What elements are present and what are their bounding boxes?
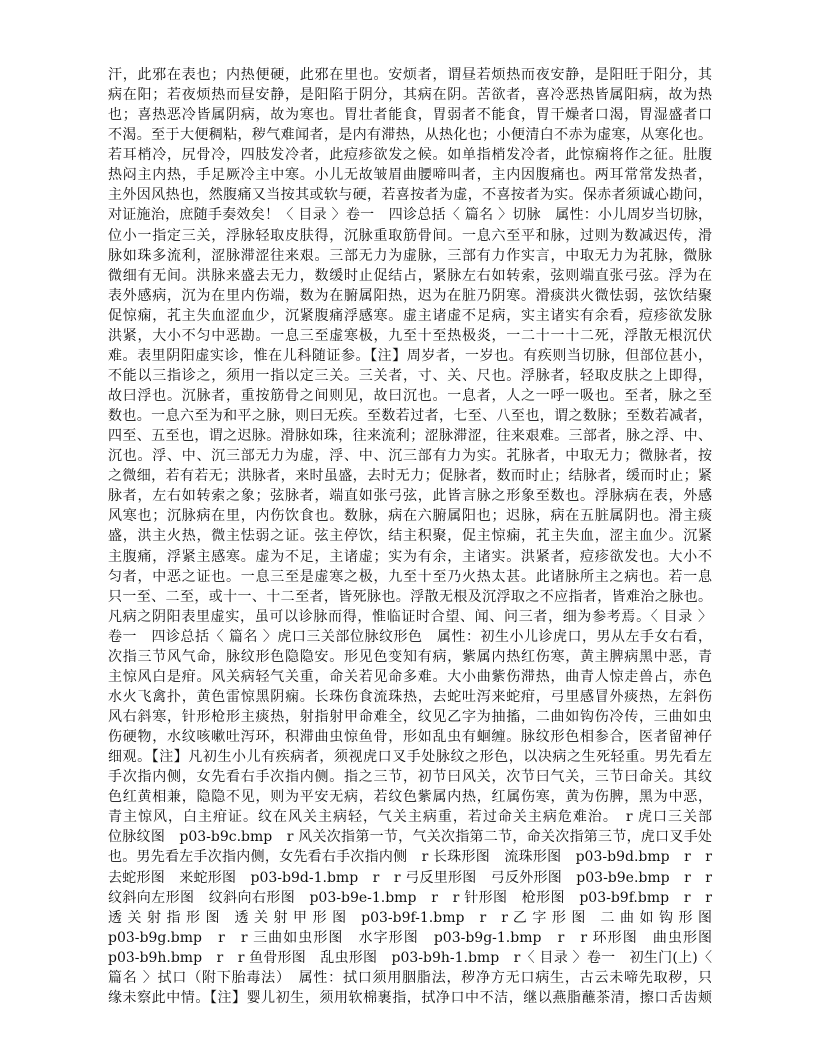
text-line: 沉也。浮、中、沉三部无力为虚，浮、中、沉三部有力为实。芤脉者，中取无力；微脉者，按 [108,448,712,465]
text-line: 难。表里阴阳虚实诊，惟在儿科随证参。【注】周岁者，一岁也。有疾则当切脉，但部位甚小， [108,347,712,364]
text-line: 若耳梢冷，尻骨冷，四肢发冷者，此痘疹欲发之候。如单指梢发冷者，此惊痫将作之征。肚腹 [108,147,712,164]
text-line: 只一至、二至，或十一、十二至者，皆死脉也。浮散无根及沉浮取之不应指者，皆难治之脉也。 [108,588,712,605]
text-line: 病在阳；若夜烦热而昼安静，是阳陷于阴分，其病在阴。苦欲者，喜冷恶热皆属阳病，故为热 [108,87,712,104]
text-line: 也。男先看左手次指内侧，女先看右手次指内侧 r 长珠形图 流珠形图 p03-b9d.bmp r r [108,849,712,866]
text-line: 主外因风热也，然腹痛又当按其或软与硬，若喜按者为虚，不喜按者为实。保赤者须诚心勘问， [108,187,712,204]
text-line: 对证施治，庶随手奏效矣！〈 目录 〉卷一 四诊总括〈 篇名 〉切脉 属性：小儿周岁当切脉， [108,207,712,224]
text-line: 洪紧，大小不匀中恶勘。一息三至虚寒极，九至十至热极炎，一二十一十二死，浮散无根沉伏 [108,327,712,344]
text-line: 卷一 四诊总括〈 篇名 〉虎口三关部位脉纹形色 属性：初生小儿诊虎口，男从左手女右看， [108,628,712,645]
text-line: 盛，洪主火热，微主怯弱之证。弦主停饮，结主积聚，促主惊痫，芤主失血，涩主血少。沉紧 [108,528,712,545]
text-line: 四至、五至也，谓之迟脉。滑脉如珠，往来流利；涩脉滞涩，往来艰难。三部者，脉之浮、中、 [108,428,712,445]
document-body [108,65,712,1008]
text-line: 也；喜热恶冷皆属阴病，故为寒也。胃壮者能食，胃弱者不能食，胃干燥者口渴，胃湿盛者口 [108,107,712,124]
text-line: 去蛇形图 来蛇形图 p03-b9d-1.bmp r r 弓反里形图 弓反外形图 p03-b9e.bmp r r [108,869,712,886]
text-line: 伤硬物，水纹咳嗽吐泻环，积滞曲虫惊鱼骨，形如乱虫有蛔缠。脉纹形色相参合，医者留神仔 [108,729,712,746]
text-line: 手次指内侧，女先看右手次指内侧。指之三节，初节曰风关，次节曰气关，三节曰命关。其纹 [108,769,712,786]
text-line: 表外感病，沉为在里内伤端，数为在腑属阳热，迟为在脏乃阴寒。滑痰洪火微怯弱，弦饮结聚 [108,287,712,304]
text-line: 凡病之阴阳表里虚实，虽可以诊脉而得，惟临证时合望、闻、问三者，细为参考焉。〈 目录 〉 [108,608,712,625]
text-line: 色红黄相兼，隐隐不见，则为平安无病，若纹色紫属内热，红属伤寒，黄为伤脾，黑为中恶， [108,789,712,806]
text-line: 之微细，若有若无；洪脉者，来时虽盛，去时无力；促脉者，数而时止；结脉者，缓而时止；紧 [108,468,712,485]
text-line: 风寒也；沉脉病在里，内伤饮食也。数脉，病在六腑属阳也；迟脉，病在五脏属阴也。滑主痰 [108,508,712,525]
text-line: 纹斜向左形图 纹斜向右形图 p03-b9e-1.bmp r r 针形图 枪形图 p03-b9f.bmp r r [108,889,712,906]
text-line: 主惊风白是疳。风关病轻气关重，命关若见命多难。大小曲紫伤滞热，曲青人惊走兽占，赤色 [108,668,712,685]
text-line: 数也。一息六至为和平之脉，则曰无疾。至数若过者，七至、八至也，谓之数脉；至数若减者， [108,408,712,425]
text-line: 位小一指定三关，浮脉轻取皮肤得，沉脉重取筋骨间。一息六至平和脉，过则为数减迟传，滑 [108,227,712,244]
text-line: 故曰浮也。沉脉者，重按筋骨之间则见，故曰沉也。一息者，人之一呼一吸也。至者，脉之至 [108,388,712,404]
text-line: 位脉纹图 p03-b9c.bmp r 风关次指第一节，气关次指第二节，命关次指第三节，虎口叉手处 [108,829,712,846]
text-line: 热闷主内热，手足厥冷主中寒。小儿无故皱眉曲腰啼叫者，主内因腹痛也。两耳常常发热者， [108,167,712,184]
text-line: p03-b9g.bmp r r 三曲如虫形图 水字形图 p03-b9g-1.bmp r r 环形图 曲虫形图 [108,929,712,946]
text-line: 脉如珠多流利，涩脉滞涩往来艰。三部无力为虚脉，三部有力作实言，中取无力为芤脉，微脉 [108,247,712,264]
text-line: 水火飞禽扑，黄色雷惊黑阴痫。长珠伤食流珠热，去蛇吐泻来蛇疳，弓里感冒外痰热，左斜伤 [108,688,712,705]
text-line: 青主惊风，白主疳证。纹在风关主病轻，气关主病重，若过命关主病危难治。 r 虎口三关部 [108,809,712,826]
text-line: 不能以三指诊之，须用一指以定三关。三关者，寸、关、尺也。浮脉者，轻取皮肤之上即得， [108,367,712,384]
text-line: 微细有无间。洪脉来盛去无力，数缓时止促结占，紧脉左右如转索，弦则端直张弓弦。浮为在 [108,267,712,284]
text-line: 缘未察此中情。【注】婴儿初生，须用软棉裹指，拭净口中不洁，继以燕脂蘸茶清，擦口舌齿颊 [108,989,712,1006]
text-line: 匀者，中恶之证也。一息三至是虚寒之极，九至十至乃火热太甚。此诸脉所主之病也。若一息 [108,568,712,585]
text-line: 透 关 射 指 形 图 透 关 射 甲 形 图 p03-b9f-1.bmp r r 乙 字 形 图 二 曲 如 钩 形 图 [108,909,712,926]
text-line: 汗，此邪在表也；内热便硬，此邪在里也。安烦者，谓昼若烦热而夜安静，是阳旺于阳分，其 [108,67,712,83]
text-line: 风右斜寒，针形枪形主痰热，射指射甲命难全，纹见乙字为抽搐，二曲如钩伤冷传，三曲如虫 [108,709,712,725]
text-line: 促惊痫，芤主失血涩血少，沉紧腹痛浮感寒。虚主诸虚不足病，实主诸实有余看，痘疹欲发脉 [108,307,712,324]
text-line: 次指三节风气命，脉纹形色隐隐安。形见色变知有病，紫属内热红伤寒，黄主脾病黑中恶，青 [108,648,712,665]
text-line: 脉者，左右如转索之象；弦脉者，端直如张弓弦，此皆言脉之形象至数也。浮脉病在表，外感 [108,488,712,505]
text-line: 主腹痛，浮紧主感寒。虚为不足，主诸虚；实为有余，主诸实。洪紧者，痘疹欲发也。大小不 [108,548,712,565]
text-line: p03-b9h.bmp r r 鱼骨形图 乱虫形图 p03-b9h-1.bmp r〈 目录 〉卷一 初生门(上)〈 [108,949,712,966]
text-line: 细观。【注】凡初生小儿有疾病者，须视虎口叉手处脉纹之形色，以决病之生死轻重。男先看左 [108,749,712,766]
text-line: 篇名 〉拭口（附下胎毒法） 属性：拭口须用胭脂法，秽净方无口病生，古云未啼先取秽，只 [108,969,712,986]
text-line: 不渴。至于大便稠粘，秽气难闻者，是内有滞热，从热化也；小便清白不赤为虚寒，从寒化也。 [108,127,712,144]
